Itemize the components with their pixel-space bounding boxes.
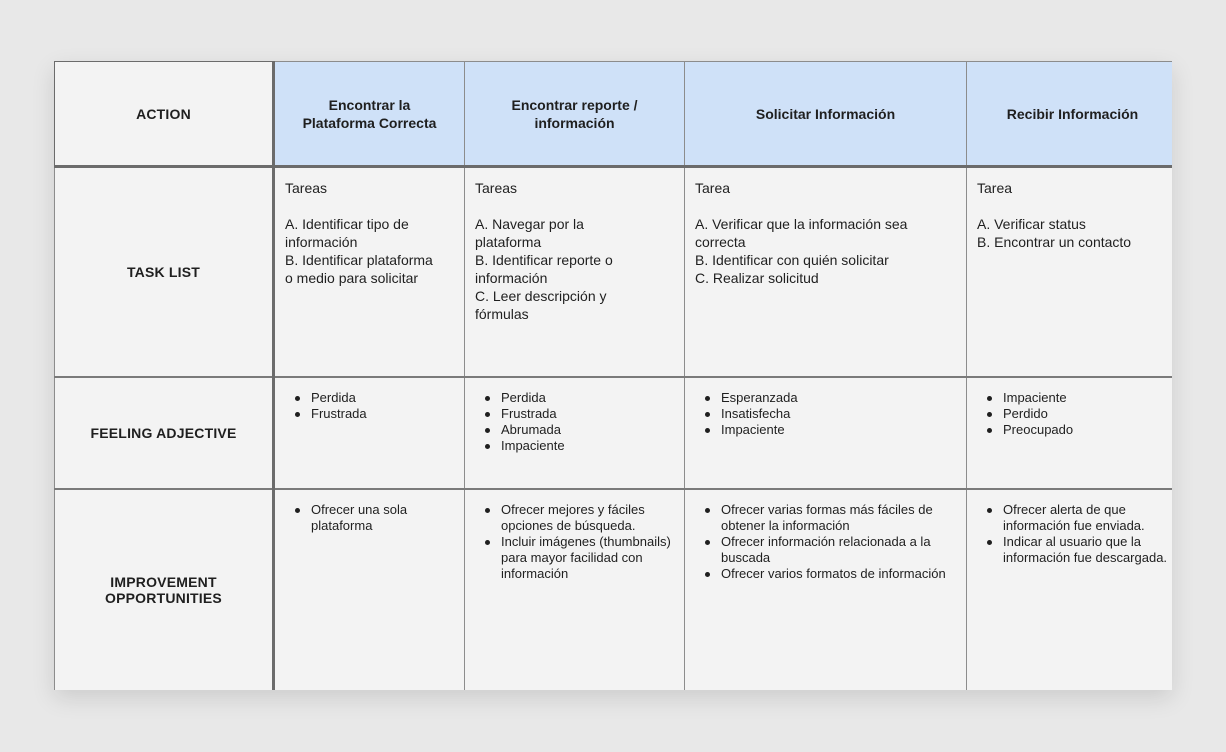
feeling-cell-2 xyxy=(465,377,685,489)
task-line: correcta xyxy=(695,234,746,250)
improvement-list xyxy=(283,502,454,534)
improvement-list xyxy=(975,502,1168,566)
feeling-item: Impaciente xyxy=(501,438,674,454)
stage-header-3 xyxy=(685,62,967,167)
task-line: A. Identificar tipo de xyxy=(285,216,409,232)
stage-title-line1: Recibir Información xyxy=(1006,105,1139,122)
row-header-improvement-line2: OPPORTUNITIES xyxy=(105,590,222,606)
task-line: C. Leer descripción y xyxy=(475,288,607,304)
task-line: A. Verificar status xyxy=(977,216,1086,232)
improvement-item: Indicar al usuario que la información fue descargada. xyxy=(1003,534,1168,565)
header-row xyxy=(55,62,1173,167)
feeling-item: Perdida xyxy=(501,390,674,406)
stage-header-4 xyxy=(967,62,1173,167)
feeling-list xyxy=(283,390,454,422)
task-line: fórmulas xyxy=(475,306,529,322)
row-header-feeling: FEELING ADJECTIVE xyxy=(55,377,274,489)
feeling-item: Insatisfecha xyxy=(721,406,956,422)
improvement-cell-2 xyxy=(465,489,685,690)
journey-map-board xyxy=(54,61,1172,690)
stage-title-line1: Encontrar reporte / xyxy=(511,96,638,113)
feeling-item: Perdida xyxy=(311,390,454,406)
task-cell-1 xyxy=(274,167,465,378)
improvement-item: Incluir imágenes (thumbnails) para mayor facilidad con información xyxy=(501,534,674,582)
improvement-list xyxy=(473,502,674,582)
feeling-cell-3 xyxy=(685,377,967,489)
task-line: información xyxy=(285,234,358,250)
improvement-item: Ofrecer mejores y fáciles opciones de búsqueda. xyxy=(501,502,674,534)
improvement-item: Ofrecer varias formas más fáciles de obtener la información xyxy=(721,502,956,534)
task-line: B. Encontrar un contacto xyxy=(977,234,1132,250)
row-header-action: ACTION xyxy=(55,62,274,167)
journey-map-table xyxy=(54,61,1172,690)
feeling-item: Frustrada xyxy=(501,406,674,422)
stage-title-line2: información xyxy=(534,114,615,131)
row-header-task-list: TASK LIST xyxy=(55,167,274,378)
stage-header-1 xyxy=(274,62,465,167)
stage-title-line1: Encontrar la xyxy=(328,96,411,113)
task-line: A. Verificar que la información sea xyxy=(695,216,908,232)
feeling-row xyxy=(55,377,1173,489)
task-cell-3 xyxy=(685,167,967,378)
improvement-row xyxy=(55,489,1173,690)
feeling-list xyxy=(693,390,956,438)
task-heading: Tareas xyxy=(285,180,328,196)
improvement-list xyxy=(693,502,956,582)
improvement-cell-4 xyxy=(967,489,1173,690)
task-cell-2 xyxy=(465,167,685,378)
improvement-item: Ofrecer alerta de que información fue enviada. xyxy=(1003,502,1168,534)
feeling-item: Impaciente xyxy=(1003,390,1168,406)
feeling-item: Abrumada xyxy=(501,422,674,438)
row-header-improvement-line1: IMPROVEMENT xyxy=(110,574,217,590)
task-heading: Tarea xyxy=(977,180,1013,196)
improvement-item: Ofrecer varios formatos de información xyxy=(721,566,956,582)
feeling-item: Impaciente xyxy=(721,422,956,438)
improvement-item: Ofrecer información relacionada a la buscada xyxy=(721,534,956,566)
task-line: información xyxy=(475,270,548,286)
feeling-cell-1 xyxy=(274,377,465,489)
task-line: o medio para solicitar xyxy=(285,270,419,286)
task-heading: Tarea xyxy=(695,180,731,196)
feeling-item: Perdido xyxy=(1003,406,1168,422)
task-heading: Tareas xyxy=(475,180,518,196)
row-header-improvement xyxy=(55,489,274,690)
feeling-item: Frustrada xyxy=(311,406,454,422)
task-line: B. Identificar con quién solicitar xyxy=(695,252,889,268)
improvement-cell-3 xyxy=(685,489,967,690)
stage-title-line1: Solicitar Información xyxy=(755,105,896,122)
task-cell-4 xyxy=(967,167,1173,378)
feeling-item: Preocupado xyxy=(1003,422,1168,438)
feeling-list xyxy=(975,390,1168,438)
improvement-cell-1 xyxy=(274,489,465,690)
stage-header-2 xyxy=(465,62,685,167)
feeling-item: Esperanzada xyxy=(721,390,956,406)
task-line: plataforma xyxy=(475,234,542,250)
feeling-cell-4 xyxy=(967,377,1173,489)
task-line: A. Navegar por la xyxy=(475,216,584,232)
task-line: B. Identificar reporte o xyxy=(475,252,613,268)
task-line: C. Realizar solicitud xyxy=(695,270,819,286)
task-list-row xyxy=(55,167,1173,378)
task-line: B. Identificar plataforma xyxy=(285,252,433,268)
improvement-item: Ofrecer una sola plataforma xyxy=(311,502,454,534)
stage-title-line2: Plataforma Correcta xyxy=(302,114,437,131)
feeling-list xyxy=(473,390,674,454)
